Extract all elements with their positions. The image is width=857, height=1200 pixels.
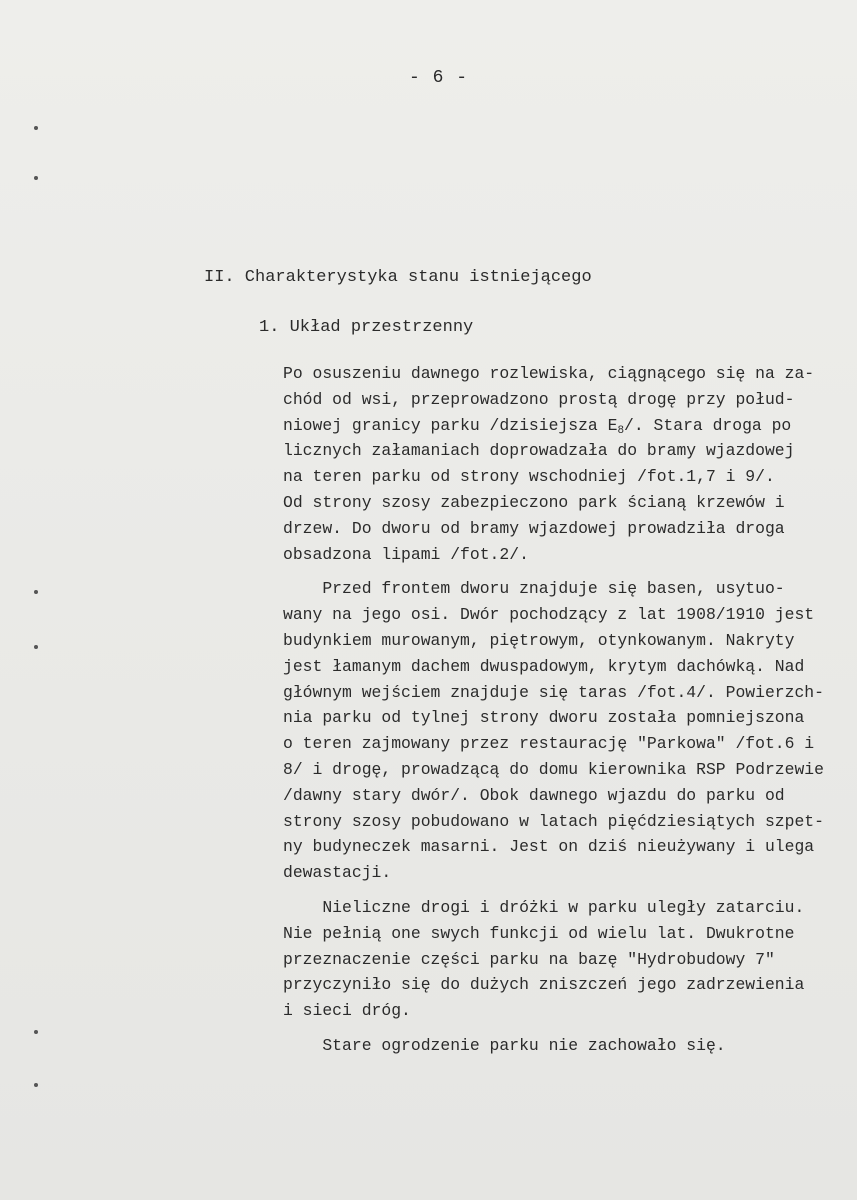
text-line: Po osuszeniu dawnego rozlewiska, ciągnącego się na za-: [283, 364, 815, 383]
text-line: ny budyneczek masarni. Jest on dziś nieużywany i ulega: [283, 837, 815, 857]
text-line: wany na jego osi. Dwór pochodzący z lat 1908/1910 jest: [283, 605, 815, 625]
text-line-part: /. Stara droga po: [624, 415, 792, 435]
road-number-subscript: 8: [617, 424, 625, 437]
text-line: 8/ i drogę, prowadzącą do domu kierownika RSP Podrzewie: [283, 759, 824, 779]
punch-hole-mark: [34, 645, 38, 649]
text-line: o teren zajmowany przez restaurację "Parkowa" /fot.6 i: [283, 734, 815, 754]
body-text: [283, 361, 853, 1059]
text-line: dewastacji.: [283, 863, 392, 883]
subsection-title: 1. Układ przestrzenny: [259, 318, 474, 337]
text-line: drzew. Do dworu od bramy wjazdowej prowadziła droga: [283, 518, 785, 538]
text-line: przyczyniło się do dużych zniszczeń jego zadrzewienia: [283, 975, 805, 995]
text-line: Nieliczne drogi i dróżki w parku uległy zatarciu.: [283, 897, 805, 917]
page-number: - 6 -: [408, 68, 468, 88]
text-line: strony szosy pobudowano w latach pięćdziesiątych szpet-: [283, 811, 824, 831]
text-line: obsadzona lipami /fot.2/.: [283, 544, 529, 564]
paragraph-4: [283, 1033, 853, 1059]
text-line: chód od wsi, przeprowadzono prostą drogę przy połud-: [283, 389, 795, 409]
text-line: Od strony szosy zabezpieczono park ścianą krzewów i: [283, 492, 785, 512]
punch-hole-mark: [34, 126, 38, 130]
paragraph-2: [283, 576, 853, 886]
punch-hole-mark: [34, 1030, 38, 1034]
text-line: Przed frontem dworu znajduje się basen, usytuo-: [283, 579, 785, 599]
text-line-part: niowej granicy parku /dzisiejsza E: [283, 415, 618, 435]
text-line: głównym wejściem znajduje się taras /fot.4/. Powierzch-: [283, 682, 824, 702]
text-line: na teren parku od strony wschodniej /fot.1,7 i 9/.: [283, 467, 775, 487]
text-line: Nie pełnią one swych funkcji od wielu lat. Dwukrotne: [283, 923, 795, 943]
paragraph-1: [283, 361, 853, 567]
text-line: /dawny stary dwór/. Obok dawnego wjazdu do parku od: [283, 785, 785, 805]
text-line: licznych załamaniach doprowadzała do bramy wjazdowej: [283, 441, 795, 461]
punch-hole-mark: [34, 176, 38, 180]
text-line: [283, 413, 853, 439]
section-title: II. Charakterystyka stanu istniejącego: [204, 268, 592, 287]
paragraph-3: [283, 895, 853, 1024]
punch-hole-mark: [34, 590, 38, 594]
text-line: nia parku od tylnej strony dworu została pomniejszona: [283, 708, 805, 728]
text-line: przeznaczenie części parku na bazę "Hydrobudowy 7": [283, 949, 775, 969]
text-line: budynkiem murowanym, piętrowym, otynkowanym. Nakryty: [283, 630, 795, 650]
text-line: Stare ogrodzenie parku nie zachowało się.: [283, 1035, 726, 1055]
text-line: jest łamanym dachem dwuspadowym, krytym dachówką. Nad: [283, 656, 805, 676]
text-line: i sieci dróg.: [283, 1001, 411, 1021]
punch-hole-mark: [34, 1083, 38, 1087]
